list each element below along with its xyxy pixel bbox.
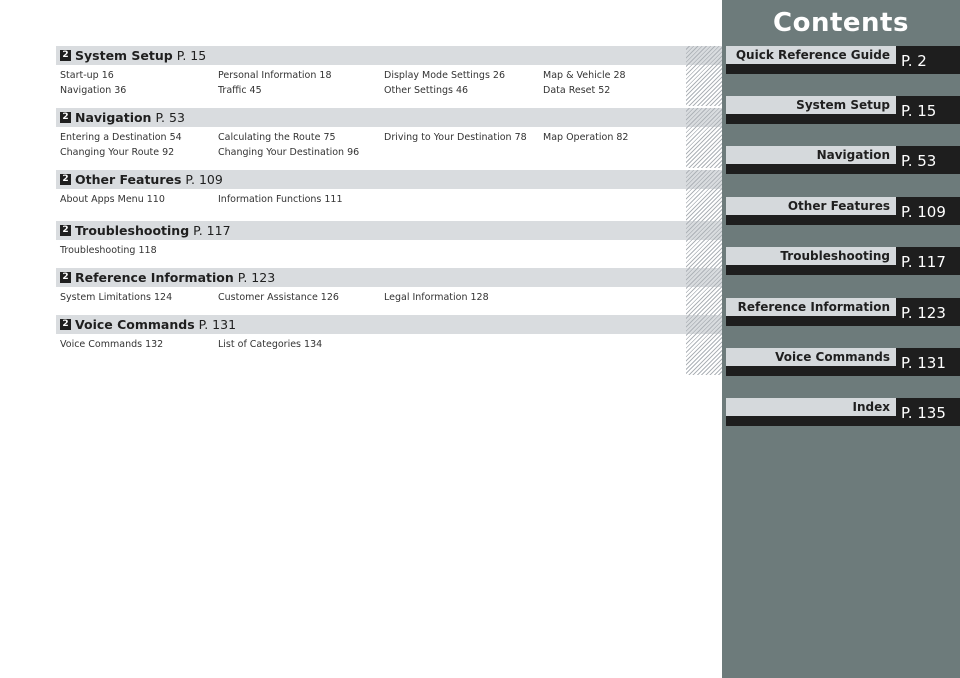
section-reference-information: [56, 268, 722, 305]
section-header[interactable]: [56, 268, 722, 287]
sidebar-title: Contents: [773, 8, 909, 38]
toc-link[interactable]: Voice Commands 132: [60, 339, 164, 350]
section-page[interactable]: P. 117: [193, 223, 231, 238]
hatch-decoration: [686, 108, 722, 168]
contents-sidebar: [722, 0, 960, 678]
toc-link[interactable]: Start-up 16: [60, 70, 114, 81]
tab-underline: [726, 316, 896, 326]
toc-link[interactable]: Personal Information 18: [218, 70, 332, 81]
tab-underline: [726, 164, 896, 174]
tab-page[interactable]: P. 135: [896, 398, 960, 426]
section-page[interactable]: P. 131: [198, 317, 237, 332]
tab-label[interactable]: Navigation: [726, 146, 896, 164]
toc-link[interactable]: Display Mode Settings 26: [384, 70, 506, 81]
toc-link[interactable]: Customer Assistance 126: [218, 292, 339, 303]
tab-reference-information[interactable]: [722, 298, 960, 326]
tab-underline: [726, 114, 896, 124]
tab-page[interactable]: P. 53: [896, 146, 960, 174]
tab-voice-commands[interactable]: [722, 348, 960, 376]
toc-link[interactable]: Data Reset 52: [543, 85, 611, 96]
tab-page[interactable]: P. 15: [896, 96, 960, 124]
toc-link[interactable]: Entering a Destination 54: [60, 132, 182, 143]
toc-row: [60, 145, 722, 160]
tab-underline: [726, 215, 896, 225]
tab-label[interactable]: Troubleshooting: [726, 247, 896, 265]
section-troubleshooting: [56, 221, 722, 258]
section-title[interactable]: Troubleshooting: [75, 223, 190, 238]
tab-quick-reference-guide[interactable]: [722, 46, 960, 74]
tab-page[interactable]: P. 123: [896, 298, 960, 326]
toc-link[interactable]: Map Operation 82: [543, 132, 629, 143]
section-header[interactable]: [56, 315, 722, 334]
tab-page[interactable]: P. 2: [896, 46, 960, 74]
section-header[interactable]: [56, 221, 722, 240]
toc-row: [60, 243, 722, 258]
section-header[interactable]: [56, 46, 722, 65]
section-title[interactable]: Reference Information: [75, 270, 234, 285]
arrow-icon: 2: [60, 319, 71, 330]
section-page[interactable]: P. 123: [237, 270, 276, 285]
tab-label[interactable]: Quick Reference Guide: [726, 46, 896, 64]
tab-page[interactable]: P. 117: [896, 247, 960, 275]
section-page[interactable]: P. 53: [155, 110, 185, 125]
arrow-icon: 2: [60, 50, 71, 61]
toc-link[interactable]: List of Categories 134: [218, 339, 323, 350]
section-title[interactable]: Voice Commands: [75, 317, 195, 332]
toc-link[interactable]: Information Functions 111: [218, 194, 343, 205]
toc-link[interactable]: About Apps Menu 110: [60, 194, 165, 205]
toc-link[interactable]: Traffic 45: [218, 85, 262, 96]
tab-underline: [726, 64, 896, 74]
arrow-icon: 2: [60, 174, 71, 185]
section-title[interactable]: Other Features: [75, 172, 182, 187]
toc-row: [60, 192, 722, 207]
tab-label[interactable]: Index: [726, 398, 896, 416]
toc-link[interactable]: Map & Vehicle 28: [543, 70, 626, 81]
toc-row: [60, 83, 722, 98]
toc-link[interactable]: Changing Your Route 92: [60, 147, 175, 158]
tab-page[interactable]: P. 109: [896, 197, 960, 225]
section-voice-commands: [56, 315, 722, 352]
arrow-icon: 2: [60, 225, 71, 236]
section-page[interactable]: P. 109: [185, 172, 223, 187]
tab-label[interactable]: Other Features: [726, 197, 896, 215]
toc-row: [60, 130, 722, 145]
section-system-setup: [56, 46, 722, 98]
tab-index[interactable]: [722, 398, 960, 426]
toc-link[interactable]: Calculating the Route 75: [218, 132, 336, 143]
hatch-decoration: [686, 46, 722, 106]
tab-label[interactable]: Reference Information: [726, 298, 896, 316]
tab-underline: [726, 265, 896, 275]
tab-page[interactable]: P. 131: [896, 348, 960, 376]
tab-navigation[interactable]: [722, 146, 960, 174]
tab-label[interactable]: Voice Commands: [726, 348, 896, 366]
toc-row: [60, 337, 722, 352]
toc-link[interactable]: Troubleshooting 118: [60, 245, 157, 256]
section-navigation: [56, 108, 722, 160]
hatch-decoration: [686, 315, 722, 375]
arrow-icon: 2: [60, 112, 71, 123]
section-other-features: [56, 170, 722, 207]
section-header[interactable]: [56, 108, 722, 127]
tab-underline: [726, 366, 896, 376]
tab-system-setup[interactable]: [722, 96, 960, 124]
section-title[interactable]: Navigation: [75, 110, 152, 125]
toc-row: [60, 68, 722, 83]
toc-link[interactable]: Changing Your Destination 96: [218, 147, 360, 158]
tab-other-features[interactable]: [722, 197, 960, 225]
toc-link[interactable]: Other Settings 46: [384, 85, 469, 96]
toc-link[interactable]: System Limitations 124: [60, 292, 173, 303]
toc-link[interactable]: Navigation 36: [60, 85, 127, 96]
toc-row: [60, 290, 722, 305]
section-header[interactable]: [56, 170, 722, 189]
section-page[interactable]: P. 15: [176, 48, 207, 63]
toc-link[interactable]: Legal Information 128: [384, 292, 489, 303]
section-title[interactable]: System Setup: [75, 48, 173, 63]
arrow-icon: 2: [60, 272, 71, 283]
toc-link[interactable]: Driving to Your Destination 78: [384, 132, 527, 143]
tab-label[interactable]: System Setup: [726, 96, 896, 114]
tab-underline: [726, 416, 896, 426]
tab-troubleshooting[interactable]: [722, 247, 960, 275]
